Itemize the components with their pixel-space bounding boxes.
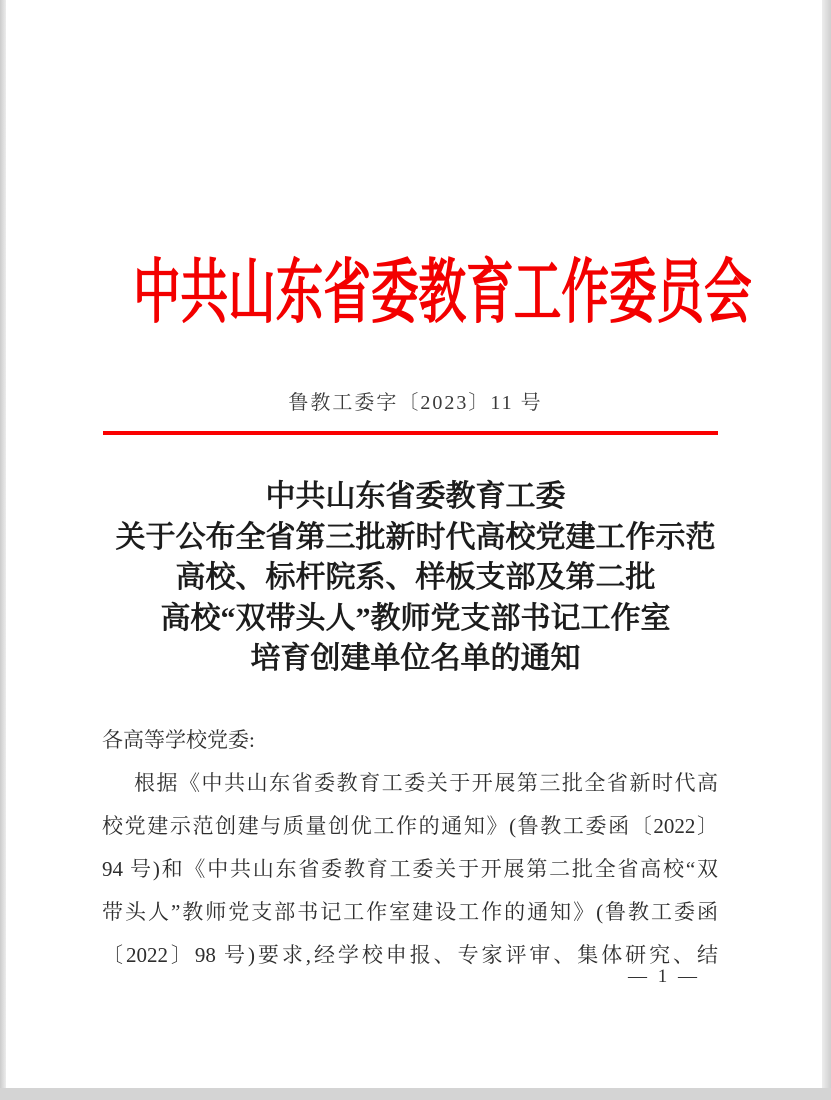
notice-title-line: 中共山东省委教育工委 — [265, 480, 566, 513]
page-number: — 1 — — [628, 966, 700, 987]
body-line: 带头人”教师党支部书记工作室建设工作的通知》(鲁教工委函 — [102, 900, 718, 924]
body-line: 根据《中共山东省委教育工委关于开展第三批全省新时代高 — [134, 771, 718, 795]
notice-title-line: 高校“双带头人”教师党支部书记工作室 — [160, 601, 671, 635]
body-line: 〔2022〕98 号)要求,经学校申报、专家评审、集体研究、结 — [102, 943, 718, 967]
notice-title-line: 关于公布全省第三批新时代高校党建工作示范 — [115, 520, 716, 554]
red-divider-rule — [103, 431, 718, 435]
body-line: 校党建示范创建与质量创优工作的通知》(鲁教工委函〔2022〕 — [102, 814, 718, 838]
notice-body — [102, 719, 718, 977]
org-title: 中共山东省委教育工作委员会 — [132, 255, 752, 332]
scan-edge-bottom — [0, 1088, 831, 1100]
body-line: 94 号)和《中共山东省委教育工委关于开展第二批全省高校“双 — [102, 857, 718, 881]
notice-title-line: 培育创建单位名单的通知 — [250, 642, 581, 675]
salutation: 各高等学校党委: — [102, 728, 255, 752]
notice-title — [0, 477, 831, 680]
document-number: 鲁教工委字〔2023〕11 号 — [288, 392, 543, 414]
notice-title-line: 高校、标杆院系、样板支部及第二批 — [175, 561, 656, 594]
